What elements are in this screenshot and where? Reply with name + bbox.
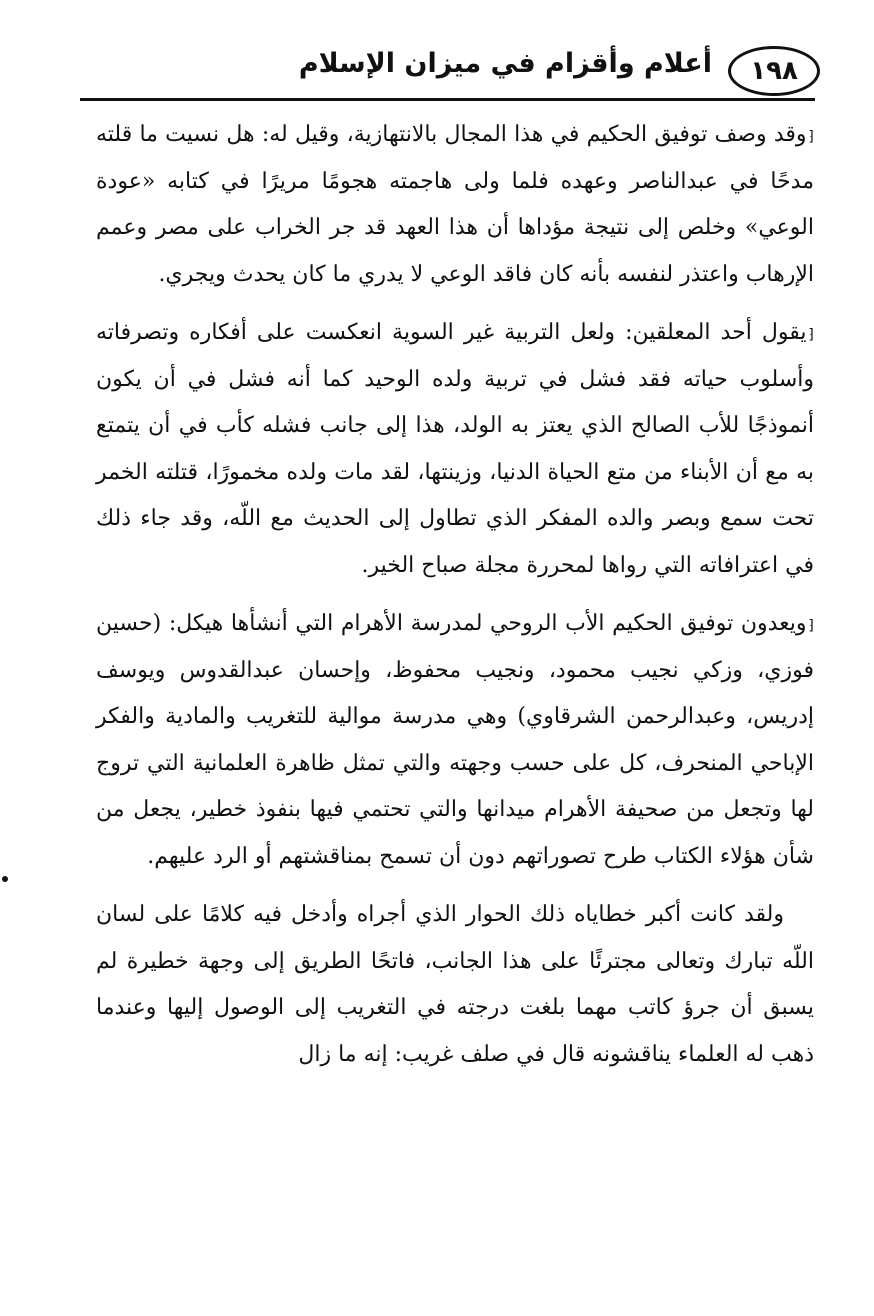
running-title: أعلام وأقزام في ميزان الإسلام [298,48,712,79]
paragraph-2 [96,310,814,589]
body-text [96,112,814,1078]
scan-speck [2,876,8,882]
paragraph-text: وقد وصف توفيق الحكيم في هذا المجال بالانتهازية، وقيل له: هل نسيت ما قلته مدحًا في عبدالناصر وعهده فلما ولى هاجمته هجومًا مريرًا في كتابه «عودة الوعي» وخلص إلى نتيجة مؤداها أن هذا العهد قد جر الخراب على مصر وعمم الإرهاب واعتذر لنفسه بأنه كان فاقد الوعي لا يدري ما كان يحدث ويجري. [96,122,814,287]
header-rule [80,98,815,101]
paragraph-text: يقول أحد المعلقين: ولعل التربية غير السوية انعكست على أفكاره وتصرفاته وأسلوب حياته فقد فشل في تربية ولده الوحيد كما أنه فشل في أن يكون أنموذجًا للأب الصالح الذي يعتز به الولد، هذا إلى جانب فشله كأب في أن يتمتع به مع أن الأبناء من متع الحياة الدنيا، وزينتها، لقد مات ولده مخمورًا، قتلته الخمر تحت سمع وبصر والده المفكر الذي تطاول إلى الحديث مع اللّه، وقد جاء ذلك في اعترافاته التي رواها لمحررة مجلة صباح الخير. [96,320,814,578]
paragraph-marker-icon: ⁅ [808,327,814,343]
paragraph-3 [96,601,814,880]
paragraph-1 [96,112,814,298]
paragraph-marker-icon: ⁅ [808,129,814,145]
paragraph-marker-icon: ⁅ [808,618,814,634]
paragraph-text: ولقد كانت أكبر خطاياه ذلك الحوار الذي أجراه وأدخل فيه كلامًا على لسان اللّه تبارك وتعالى مجترئًا على هذا الجانب، فاتحًا الطريق إلى وجهة خطيرة لم يسبق أن جرؤ كاتب مهما بلغت درجته في التغريب إلى الوصول إليها وعندما ذهب له العلماء يناقشونه قال في صلف غريب: إنه ما زال [96,902,814,1067]
page-number-text: ١٩٨ [750,56,798,86]
page-header [80,38,820,98]
paragraph-text: ويعدون توفيق الحكيم الأب الروحي لمدرسة الأهرام التي أنشأها هيكل: (حسين فوزي، وزكي نجيب محمود، ونجيب محفوظ، وإحسان عبدالقدوس ويوسف إدريس، وعبدالرحمن الشرقاوي) وهي مدرسة موالية للتغريب والمادية والفكر الإباحي المنحرف، كل على حسب وجهته والتي تمثل ظاهرة العلمانية التي تروج لها وتجعل من صحيفة الأهرام ميدانها والتي تحتمي فيها بنفوذ خطير، يجعل من شأن هؤلاء الكتاب طرح تصوراتهم دون أن تسمح بمناقشتهم أو الرد عليهم. [96,611,814,869]
paragraph-4 [96,892,814,1078]
page-number [728,46,820,96]
